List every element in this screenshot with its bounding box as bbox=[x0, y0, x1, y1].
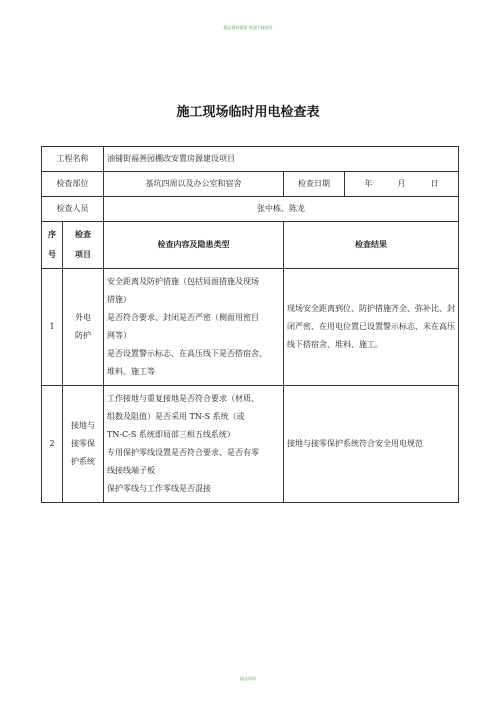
seq-header-top: 序 bbox=[48, 230, 56, 239]
row-seq: 1 bbox=[42, 269, 63, 386]
row-content-line: TN-C-S 系统即局部三相五线系统） bbox=[107, 430, 235, 439]
page-header-note: 精品资料推荐 欢迎下载使用 bbox=[223, 25, 273, 30]
part-row bbox=[42, 172, 459, 197]
row-content-line: 是否符合要求、封闭是否严密（侧面用密目 bbox=[107, 313, 259, 322]
people-row bbox=[42, 197, 459, 222]
row-content-line: 安全距离及防护措施（包括局面措施及现场 bbox=[107, 277, 259, 286]
page-footer-note: 精品资料 bbox=[240, 676, 256, 681]
date-label: 检查日期 bbox=[284, 172, 345, 197]
item-header-bottom: 项目 bbox=[75, 250, 91, 259]
row-content-line: 堆料、施工等 bbox=[107, 367, 155, 376]
row-item-line: 防护 bbox=[75, 331, 91, 340]
project-value: 油铺街福善园棚改安置房源建设项目 bbox=[104, 147, 459, 172]
seq-header bbox=[42, 222, 63, 269]
seq-header-bottom: 号 bbox=[48, 250, 56, 259]
row-result: 现场安全距离到位、防护措施齐全、弥补比、封闭严密、在用电位置已设置警示标志、未在高压线下搭宿舍、堆料、施工。 bbox=[284, 269, 459, 386]
row-seq: 2 bbox=[42, 386, 63, 503]
project-row bbox=[42, 147, 459, 172]
row-item-line: 外电 bbox=[75, 313, 91, 322]
inspection-table bbox=[41, 146, 459, 503]
row-content-line: 措施） bbox=[107, 295, 131, 304]
part-label: 检查部位 bbox=[42, 172, 104, 197]
date-month: 月 bbox=[397, 178, 406, 188]
row-content-line: 线接线端子板 bbox=[107, 466, 155, 475]
row-content-line: 工作接地与重复接地是否符合要求（材质、 bbox=[107, 394, 259, 403]
row-content-line: 网等） bbox=[107, 331, 131, 340]
row-content-line: 组数及阻值）是否采用 TN-S 系统（或 bbox=[107, 412, 245, 421]
row-content bbox=[104, 269, 284, 386]
column-header-row bbox=[42, 222, 459, 269]
people-label: 检查人员 bbox=[42, 197, 104, 222]
row-item-line: 接零保 bbox=[71, 439, 95, 448]
row-content bbox=[104, 386, 284, 503]
table-row bbox=[42, 386, 459, 503]
row-result: 接地与接零保护系统符合安全用电规范 bbox=[284, 386, 459, 503]
content-header: 检查内容及隐患类型 bbox=[104, 222, 284, 269]
page-title: 施工现场临时用电检查表 bbox=[176, 105, 320, 120]
row-item bbox=[63, 269, 104, 386]
table-row bbox=[42, 269, 459, 386]
people-value: 张中栋、陈龙 bbox=[104, 197, 459, 222]
date-value bbox=[345, 172, 459, 197]
row-content-line: 是否设置警示标志、在高压线下是否搭宿舍、 bbox=[107, 349, 267, 358]
date-day: 日 bbox=[430, 178, 439, 188]
project-label: 工程名称 bbox=[42, 147, 104, 172]
row-item-line: 护系统 bbox=[71, 457, 95, 466]
date-year: 年 bbox=[364, 178, 373, 188]
row-content-line: 保护零线与工作零线是否混接 bbox=[107, 484, 211, 493]
row-content-line: 专用保护零线设置是否符合要求、是否有零 bbox=[107, 448, 259, 457]
item-header bbox=[63, 222, 104, 269]
part-value: 基坑四周以及办公室和宿舍 bbox=[104, 172, 284, 197]
item-header-top: 检查 bbox=[75, 230, 91, 239]
row-item-line: 接地与 bbox=[71, 421, 95, 430]
result-header: 检查结果 bbox=[284, 222, 459, 269]
row-item bbox=[63, 386, 104, 503]
